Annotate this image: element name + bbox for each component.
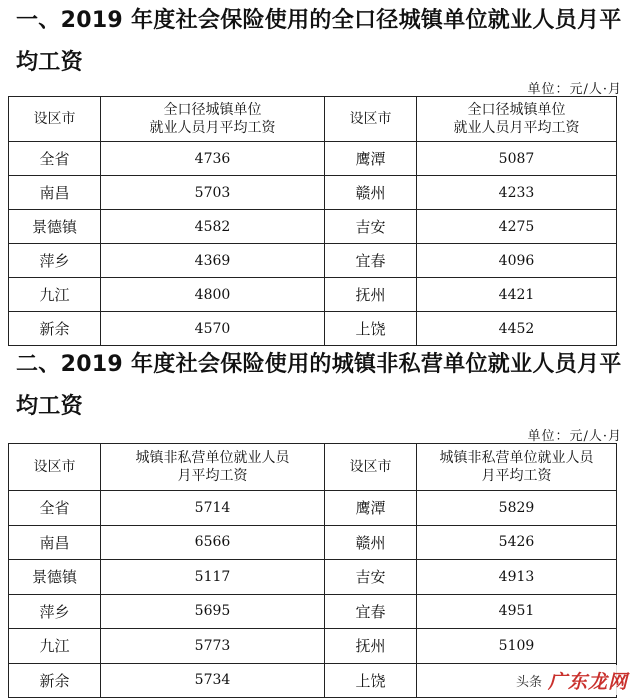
city-cell: 南昌 <box>9 525 101 560</box>
section2-title <box>16 344 626 428</box>
wage-cell: 5703 <box>101 176 325 210</box>
wage-cell: 5773 <box>101 629 325 664</box>
wage-cell: 4096 <box>417 244 617 278</box>
section2-title-line2: 均工资 <box>16 394 83 419</box>
watermark-source: 头条 <box>515 674 542 690</box>
header-city-right: 设区市 <box>325 444 417 491</box>
table-row <box>9 278 617 312</box>
header-city-left: 设区市 <box>9 97 101 142</box>
header-wage-left-line1: 城镇非私营单位就业人员 <box>135 450 290 466</box>
section2-table <box>8 443 617 698</box>
table-header-row <box>9 444 617 491</box>
city-cell: 上饶 <box>325 663 417 698</box>
header-wage-right-line1: 城镇非私营单位就业人员 <box>439 450 594 466</box>
city-cell: 宜春 <box>325 244 417 278</box>
section1-title-line1: 一、2019 年度社会保险使用的全口径城镇单位就业人员月平 <box>16 8 622 33</box>
city-cell: 萍乡 <box>9 594 101 629</box>
table-row <box>9 594 617 629</box>
city-cell: 赣州 <box>325 525 417 560</box>
wage-cell: 4421 <box>417 278 617 312</box>
table-row <box>9 142 617 176</box>
table-row <box>9 176 617 210</box>
city-cell: 抚州 <box>325 629 417 664</box>
city-cell: 宜春 <box>325 594 417 629</box>
wage-cell: 4800 <box>101 278 325 312</box>
city-cell: 抚州 <box>325 278 417 312</box>
table-row <box>9 629 617 664</box>
header-wage-left <box>101 444 325 491</box>
wage-cell: 5117 <box>101 560 325 595</box>
city-cell: 上饶 <box>325 312 417 346</box>
header-wage-right-line2: 就业人员月平均工资 <box>453 120 580 136</box>
header-wage-left <box>101 97 325 142</box>
table-row <box>9 210 617 244</box>
wage-cell: 5087 <box>417 142 617 176</box>
city-cell: 吉安 <box>325 560 417 595</box>
watermark <box>512 665 632 695</box>
city-cell: 赣州 <box>325 176 417 210</box>
header-wage-left-line1: 全口径城镇单位 <box>163 102 262 118</box>
wage-cell: 4913 <box>417 560 617 595</box>
header-wage-right <box>417 444 617 491</box>
wage-cell: 5714 <box>101 491 325 526</box>
wage-cell: 4736 <box>101 142 325 176</box>
wage-cell: 4452 <box>417 312 617 346</box>
table-row <box>9 244 617 278</box>
city-cell: 萍乡 <box>9 244 101 278</box>
header-wage-right <box>417 97 617 142</box>
city-cell: 吉安 <box>325 210 417 244</box>
table-row <box>9 560 617 595</box>
header-city-right: 设区市 <box>325 97 417 142</box>
city-cell: 景德镇 <box>9 560 101 595</box>
city-cell: 鹰潭 <box>325 491 417 526</box>
city-cell: 全省 <box>9 491 101 526</box>
header-wage-left-line2: 月平均工资 <box>177 468 248 484</box>
wage-cell: 6566 <box>101 525 325 560</box>
header-wage-right-line2: 月平均工资 <box>481 468 552 484</box>
wage-cell: 4233 <box>417 176 617 210</box>
table-row <box>9 525 617 560</box>
section2-unit-label: 单位：元/人·月 <box>527 429 622 444</box>
city-cell: 景德镇 <box>9 210 101 244</box>
city-cell: 九江 <box>9 629 101 664</box>
wage-cell: 4369 <box>101 244 325 278</box>
wage-cell: 4951 <box>417 594 617 629</box>
section1-title <box>16 0 626 84</box>
wage-cell: 5829 <box>417 491 617 526</box>
section1-table <box>8 96 617 346</box>
header-city-left: 设区市 <box>9 444 101 491</box>
city-cell: 全省 <box>9 142 101 176</box>
wage-cell: 5426 <box>417 525 617 560</box>
watermark-logo: 广东龙网 <box>547 670 628 693</box>
section2-title-line1: 二、2019 年度社会保险使用的城镇非私营单位就业人员月平 <box>16 352 622 377</box>
city-cell: 鹰潭 <box>325 142 417 176</box>
wage-cell: 4570 <box>101 312 325 346</box>
city-cell: 南昌 <box>9 176 101 210</box>
wage-cell: 5734 <box>101 663 325 698</box>
city-cell: 九江 <box>9 278 101 312</box>
wage-cell: 4275 <box>417 210 617 244</box>
table-row <box>9 312 617 346</box>
table-header-row <box>9 97 617 142</box>
city-cell: 新余 <box>9 312 101 346</box>
city-cell: 新余 <box>9 663 101 698</box>
header-wage-left-line2: 就业人员月平均工资 <box>149 120 276 136</box>
section1-title-line2: 均工资 <box>16 50 83 75</box>
table-row <box>9 491 617 526</box>
wage-cell: 4582 <box>101 210 325 244</box>
wage-cell: 5109 <box>417 629 617 664</box>
header-wage-right-line1: 全口径城镇单位 <box>467 102 566 118</box>
section1-unit-label: 单位：元/人·月 <box>527 82 622 97</box>
wage-cell: 5695 <box>101 594 325 629</box>
